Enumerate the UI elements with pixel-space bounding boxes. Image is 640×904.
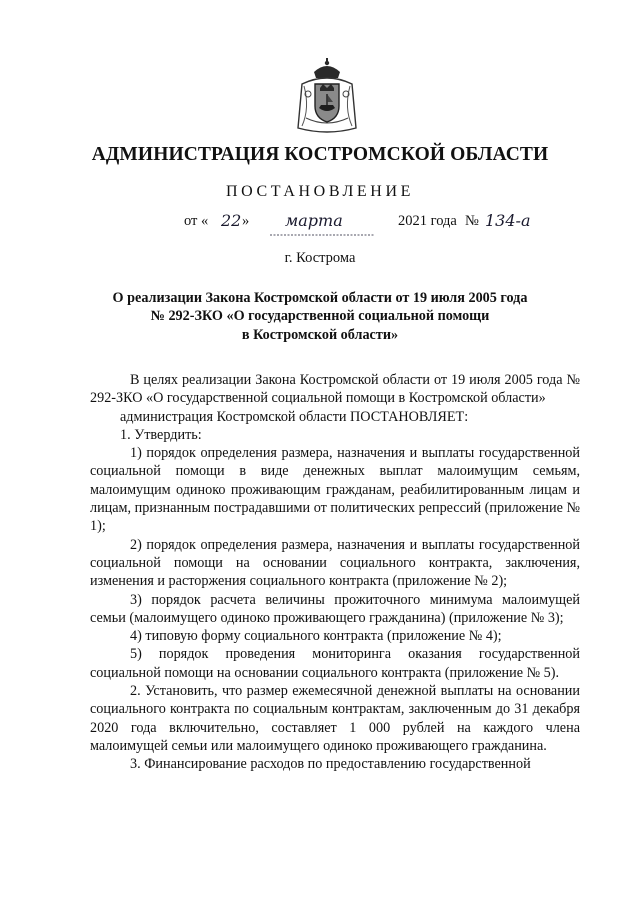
paragraph-subitem-4: 4) типовую форму социального контракта (приложение № 4); [130, 628, 502, 645]
paragraph-subitem-1: 1) порядок определения размера, назначения и выплаты государственной социальной помощи в виде денежных выплат малоимущим семьям, малоимущим одиноко проживающим гражданам, реабилитированным лицам и лицам, признанным пострадавшими от политических репрессий (приложение № 1); [90, 445, 580, 535]
coat-of-arms-icon [296, 58, 358, 136]
document-number-handwritten: 134-а [485, 211, 531, 230]
date-suffix: » [242, 213, 250, 229]
date-prefix: от « [184, 213, 209, 229]
paragraph-subitem-3: 3) порядок расчета величины прожиточного минимума малоимущей семьи (малоимущего одиноко проживающего гражданина) (приложение № 3); [90, 591, 580, 626]
paragraph-preamble: В целях реализации Закона Костромской области от 19 июля 2005 года № 292-ЗКО «О государственной социальной помощи в Костромской области» [90, 372, 580, 407]
date-month-handwritten: марта [285, 211, 343, 230]
city: г. Кострома [284, 250, 356, 266]
date-year: 2021 года [398, 213, 457, 229]
document-body [90, 371, 580, 774]
document-subject [90, 289, 550, 344]
subject-line-1: О реализации Закона Костромской области от 19 июля 2005 года [112, 290, 528, 306]
document-number-prefix: № [465, 213, 479, 229]
paragraph-resolves: администрация Костромской области ПОСТАНОВЛЯЕТ: [120, 408, 469, 425]
document-type: ПОСТАНОВЛЕНИЕ [226, 183, 414, 200]
paragraph-subitem-5: 5) порядок проведения мониторинга оказания государственной социальной помощи на основании социального контракта (приложение № 5). [90, 646, 580, 681]
date-day-handwritten: 22 [221, 211, 242, 230]
paragraph-item-1: 1. Утвердить: [120, 426, 202, 443]
paragraph-item-2: 2. Установить, что размер ежемесячной денежной выплаты на основании социального контракта по социальным контрактам, заключенным до 31 декабря 2020 года включительно, составляет 1 000 рублей на каждого члена малоимущей семьи или малоимущего одиноко проживающего гражданина. [90, 683, 580, 754]
paragraph-subitem-2: 2) порядок определения размера, назначения и выплаты государственной социальной помощи на основании социального контракта, заключения, изменения и расторжения социального контракта (приложение № 2); [90, 536, 580, 590]
month-underline [270, 233, 375, 237]
subject-line-3: в Костромской области» [241, 326, 399, 343]
subject-line-2: № 292-ЗКО «О государственной социальной помощи [150, 308, 490, 325]
organization-title: АДМИНИСТРАЦИЯ КОСТРОМСКОЙ ОБЛАСТИ [91, 144, 549, 165]
paragraph-item-3: 3. Финансирование расходов по предоставлению государственной [130, 756, 531, 773]
